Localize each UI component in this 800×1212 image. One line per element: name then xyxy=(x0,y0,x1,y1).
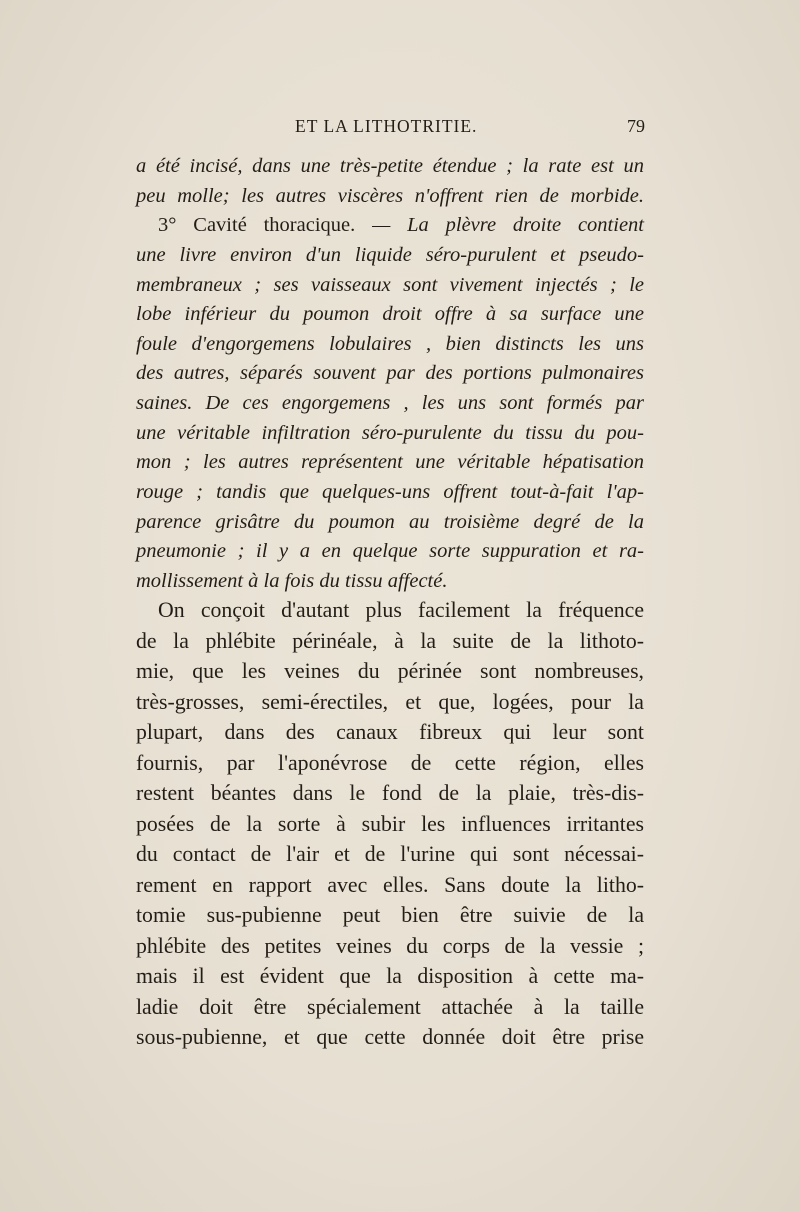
section-heading-rest: — La plèvre droite contient xyxy=(355,214,644,237)
text-line: peu molle; les autres viscères n'offrent rien de morbide. xyxy=(136,184,644,207)
text-line: ladie doit être spécialement attachée à la taille xyxy=(136,994,644,1019)
text-line: mais il est évident que la disposition à cette ma- xyxy=(136,964,644,988)
discussion-paragraph xyxy=(136,595,644,1053)
text-line: pneumonie ; il y a en quelque sorte suppuration et ra- xyxy=(136,540,644,563)
text-line: une livre environ d'un liquide séro-purulent et pseudo- xyxy=(136,243,644,266)
text-line: du contact de l'air et de l'urine qui sont nécessai- xyxy=(136,842,644,866)
text-line: foule d'engorgemens lobulaires , bien distincts les uns xyxy=(136,332,644,355)
section-heading: 3° Cavité thoracique. xyxy=(158,214,356,237)
text-line: sous-pubienne, et que cette donnée doit être prise xyxy=(136,1025,644,1049)
page-number: 79 xyxy=(627,116,645,136)
text-line: mie, que les veines du périnée sont nombreuses, xyxy=(136,659,644,683)
text-line: mollissement à la fois du tissu affecté. xyxy=(136,569,448,592)
text-line: rement en rapport avec elles. Sans doute la litho- xyxy=(136,872,644,897)
autopsy-notes-paragraph xyxy=(136,152,644,597)
text-line: membraneux ; ses vaisseaux sont vivement injectés ; le xyxy=(136,273,644,296)
page-header xyxy=(135,116,645,142)
text-line: rouge ; tandis que quelques-uns offrent tout-à-fait l'ap- xyxy=(136,481,644,504)
text-line: tomie sus-pubienne peut bien être suivie de la xyxy=(136,903,644,927)
text-line: posées de la sorte à subir les influences irritantes xyxy=(136,811,644,836)
text-line: de la phlébite périnéale, à la suite de la lithoto- xyxy=(136,628,644,653)
text-line: parence grisâtre du poumon au troisième degré de la xyxy=(136,510,644,533)
text-line: une véritable infiltration séro-purulente du tissu du pou- xyxy=(136,421,644,444)
running-title: ET LA LITHOTRITIE. xyxy=(295,116,478,136)
text-line: des autres, séparés souvent par des portions pulmonaires xyxy=(136,362,644,385)
text-line: très-grosses, semi-érectiles, et que, logées, pour la xyxy=(136,689,644,714)
text-line: mon ; les autres représentent une véritable hépatisation xyxy=(136,451,644,474)
text-line: phlébite des petites veines du corps de la vessie ; xyxy=(136,933,644,958)
text-line: lobe inférieur du poumon droit offre à sa surface une xyxy=(136,303,644,326)
text-line: saines. De ces engorgemens , les uns sont formés par xyxy=(136,392,644,415)
text-line: fournis, par l'aponévrose de cette région, elles xyxy=(136,750,644,775)
text-line: restent béantes dans le fond de la plaie, très-dis- xyxy=(136,781,644,805)
text-line: On conçoit d'autant plus facilement la fréquence xyxy=(158,598,644,622)
text-line: a été incisé, dans une très-petite étendue ; la rate est un xyxy=(136,155,644,177)
section-heading-line xyxy=(136,211,644,241)
text-line: plupart, dans des canaux fibreux qui leur sont xyxy=(136,720,644,744)
